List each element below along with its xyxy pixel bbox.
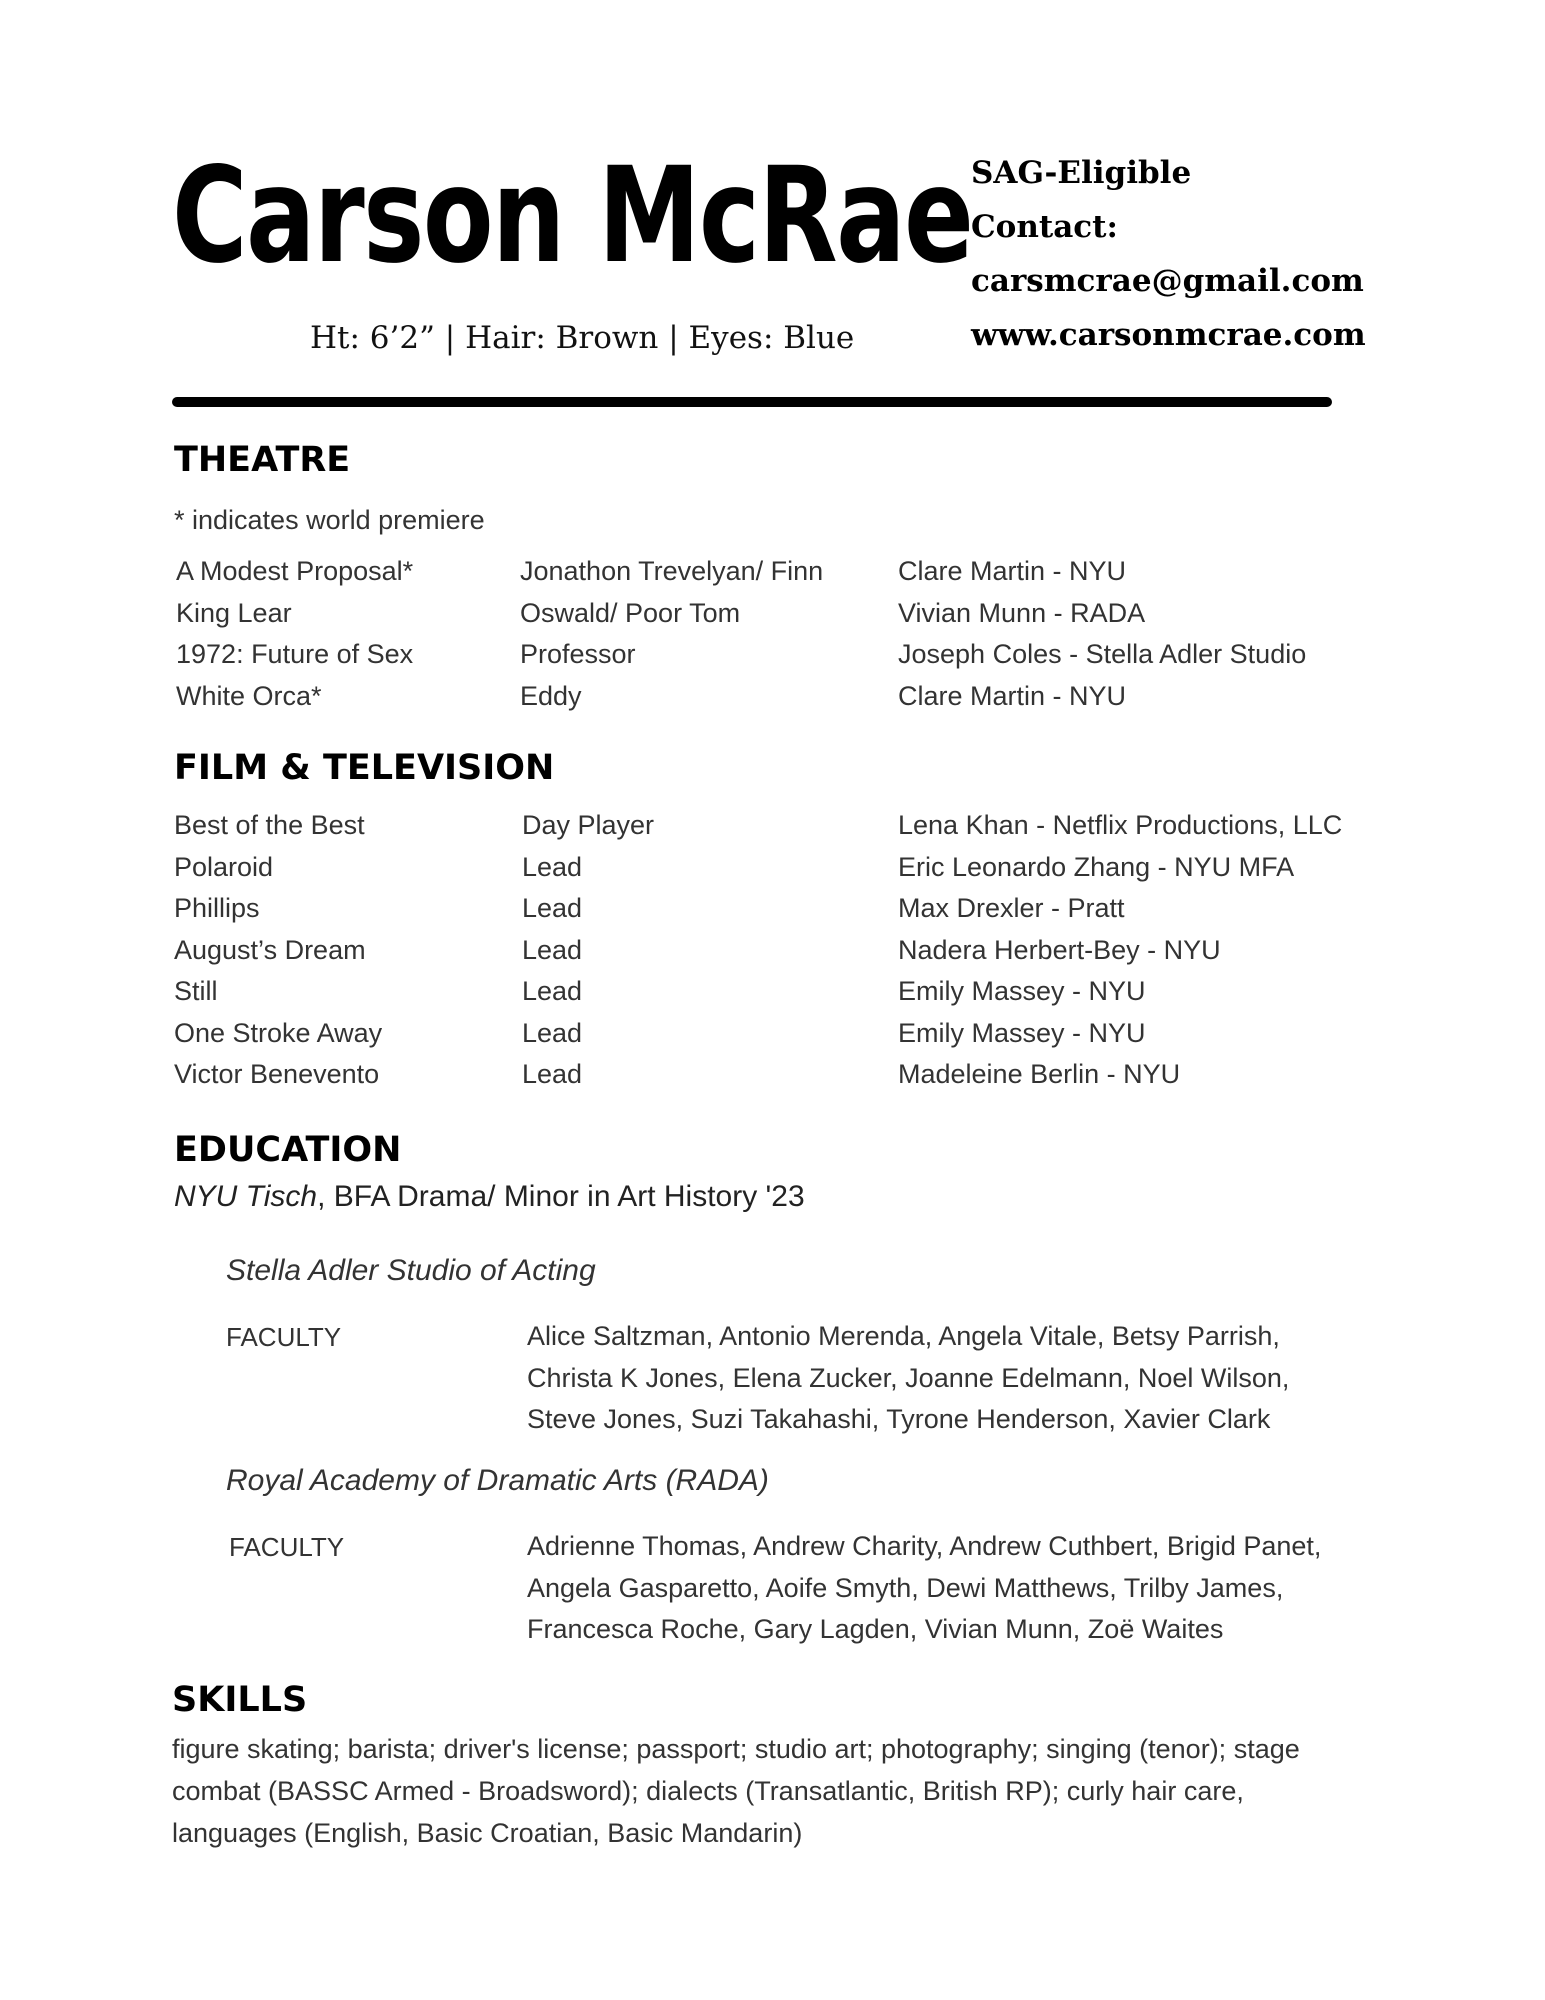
program-name: Royal Academy of Dramatic Arts (RADA) [226, 1464, 769, 1497]
header-divider [172, 397, 1332, 407]
credit-title: King Lear [176, 597, 292, 628]
credit-role: Professor [520, 639, 636, 669]
credit-director: Eric Leonardo Zhang - NYU MFA [898, 851, 1295, 882]
degree-line [174, 1180, 805, 1214]
credit-director: Lena Khan - Netflix Productions, LLC [898, 810, 1343, 840]
physical-stats: Ht: 6’2” | Hair: Brown | Eyes: Blue [310, 320, 855, 356]
credit-role: Lead [522, 851, 583, 882]
credit-director: Clare Martin - NYU [898, 556, 1127, 586]
credit-role: Day Player [522, 810, 655, 840]
credit-director: Emily Massey - NYU [898, 1017, 1146, 1048]
website-link[interactable]: www.carsonmcrae.com [971, 317, 1366, 353]
theatre-heading: THEATRE [174, 440, 351, 480]
credit-director: Clare Martin - NYU [898, 680, 1127, 711]
credit-director: Emily Massey - NYU [898, 976, 1146, 1006]
email-link[interactable]: carsmcrae@gmail.com [971, 263, 1364, 299]
credit-title: 1972: Future of Sex [176, 639, 414, 669]
faculty-list: Alice Saltzman, Antonio Merenda, Angela Vitale, Betsy Parrish, Christa K Jones, Elena Zucker, Joanne Edelmann, Noel Wilson, Steve Jones, Suzi Takahashi, Tyrone Henderson, Xavier Clark [527, 1321, 1290, 1434]
faculty-label: FACULTY [226, 1322, 342, 1352]
credit-director: Joseph Coles - Stella Adler Studio [898, 639, 1307, 669]
credit-role: Lead [522, 976, 583, 1006]
credit-title: A Modest Proposal* [176, 556, 414, 586]
film-heading: FILM & TELEVISION [174, 748, 555, 788]
skills-heading: SKILLS [172, 1680, 308, 1720]
credit-title: White Orca* [176, 680, 322, 711]
program-name: Stella Adler Studio of Acting [226, 1254, 596, 1287]
skills-list: figure skating; barista; driver's license; passport; studio art; photography; singing (tenor); stage combat (BASSC Armed - Broadsword); dialects (Transatlantic, British RP); curly hair care, languages (English, Basic Croatian, Basic Mandarin) [172, 1734, 1300, 1848]
credit-title: Still [174, 976, 218, 1006]
union-status: SAG-Eligible [971, 155, 1192, 191]
credit-role: Lead [522, 1017, 583, 1048]
premiere-note: * indicates world premiere [174, 505, 485, 535]
credit-director: Nadera Herbert-Bey - NYU [898, 934, 1221, 965]
credit-director: Madeleine Berlin - NYU [898, 1059, 1181, 1089]
faculty-list: Adrienne Thomas, Andrew Charity, Andrew Cuthbert, Brigid Panet, Angela Gasparetto, Aoife Smyth, Dewi Matthews, Trilby James, Francesca Roche, Gary Lagden, Vivian Munn, Zoë Waites [527, 1531, 1322, 1644]
actor-name: Carson McRae [172, 139, 973, 293]
education-heading: EDUCATION [174, 1130, 402, 1170]
credit-title: Phillips [174, 893, 260, 923]
contact-block [971, 155, 1366, 371]
credit-role: Oswald/ Poor Tom [520, 597, 741, 628]
credit-title: One Stroke Away [174, 1017, 383, 1048]
contact-label: Contact: [971, 209, 1118, 245]
credit-role: Lead [522, 893, 583, 923]
faculty-label: FACULTY [229, 1532, 345, 1562]
credit-title: Victor Benevento [174, 1059, 380, 1089]
school-name: NYU Tisch [174, 1180, 318, 1213]
credit-director: Max Drexler - Pratt [898, 893, 1125, 923]
credit-role: Eddy [520, 680, 582, 711]
degree-text: , BFA Drama/ Minor in Art History '23 [317, 1180, 805, 1213]
credit-role: Lead [522, 1059, 583, 1089]
credit-title: Best of the Best [174, 810, 365, 840]
credit-title: August’s Dream [174, 934, 366, 965]
credit-role: Lead [522, 934, 583, 965]
credit-director: Vivian Munn - RADA [898, 597, 1146, 628]
credit-title: Polaroid [174, 851, 274, 882]
credit-role: Jonathon Trevelyan/ Finn [520, 556, 824, 586]
